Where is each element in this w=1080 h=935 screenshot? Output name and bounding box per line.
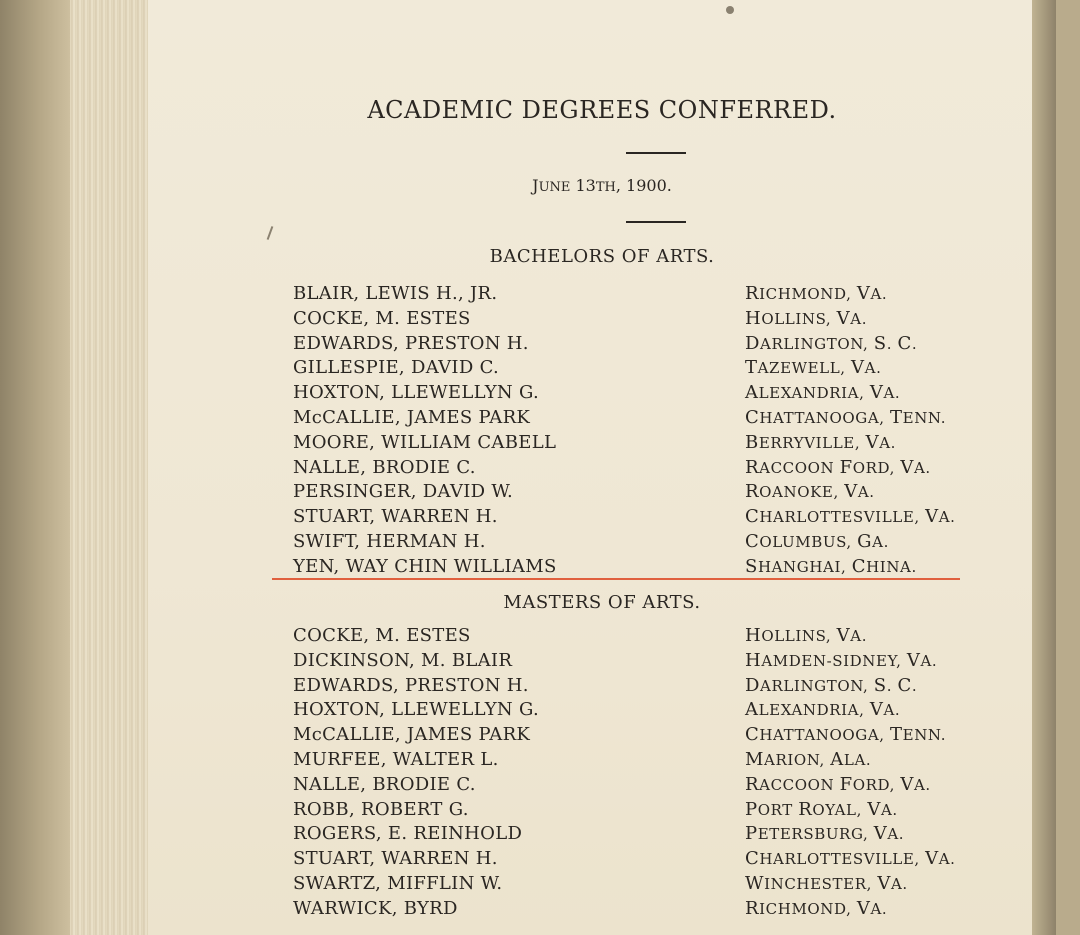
hometown: RACCOON FORD, VA. bbox=[745, 773, 931, 795]
hometown: TAZEWELL, VA. bbox=[745, 357, 882, 379]
hometown: ROANOKE, VA. bbox=[745, 481, 875, 503]
hometown: PETERSBURG, VA. bbox=[745, 823, 905, 845]
degree-entry bbox=[0, 283, 1080, 308]
hometown: RACCOON FORD, VA. bbox=[745, 456, 931, 478]
date-day-initial: 13 bbox=[575, 176, 596, 195]
degree-entry bbox=[0, 625, 1080, 650]
degree-entry bbox=[0, 457, 1080, 482]
degree-entry bbox=[0, 774, 1080, 799]
degree-entry bbox=[0, 333, 1080, 358]
degree-entry bbox=[0, 898, 1080, 923]
masters-list bbox=[0, 625, 1080, 923]
hometown: RICHMOND, VA. bbox=[745, 897, 888, 919]
degree-entry bbox=[0, 357, 1080, 382]
degree-entry bbox=[0, 432, 1080, 457]
graduate-name: ROGERS, E. REINHOLD bbox=[293, 823, 523, 845]
graduate-name: MOORE, WILLIAM CABELL bbox=[293, 431, 557, 453]
graduate-name: STUART, WARREN H. bbox=[293, 506, 498, 528]
hometown: HAMDEN-SIDNEY, VA. bbox=[745, 649, 938, 671]
graduate-name: YEN, WAY CHIN WILLIAMS bbox=[293, 555, 557, 577]
degree-entry bbox=[0, 848, 1080, 873]
graduate-name: ROBB, ROBERT G. bbox=[293, 798, 469, 820]
hometown: MARION, ALA. bbox=[745, 748, 872, 770]
title-divider bbox=[626, 152, 686, 154]
date-month-rest: UNE bbox=[538, 180, 571, 195]
degree-entry bbox=[0, 699, 1080, 724]
hometown: CHARLOTTESVILLE, VA. bbox=[745, 506, 956, 528]
graduate-name: HOXTON, LLEWELLYN G. bbox=[293, 699, 540, 721]
highlight-underline bbox=[272, 578, 960, 580]
degree-entry bbox=[0, 407, 1080, 432]
degree-entry bbox=[0, 506, 1080, 531]
page-title: ACADEMIC DEGREES CONFERRED. bbox=[367, 96, 837, 124]
date-day-rest: TH bbox=[595, 180, 616, 195]
graduate-name: PERSINGER, DAVID W. bbox=[293, 481, 514, 503]
hometown: ALEXANDRIA, VA. bbox=[745, 382, 901, 404]
graduate-name: BLAIR, LEWIS H., JR. bbox=[293, 283, 498, 304]
degree-entry bbox=[0, 749, 1080, 774]
graduate-name: GILLESPIE, DAVID C. bbox=[293, 357, 500, 379]
graduate-name: NALLE, BRODIE C. bbox=[293, 773, 476, 795]
graduate-name: COCKE, M. ESTES bbox=[293, 625, 471, 646]
degree-entry bbox=[0, 308, 1080, 333]
hometown: BERRYVILLE, VA. bbox=[745, 431, 897, 453]
bachelors-list bbox=[0, 283, 1080, 581]
graduate-name: SWARTZ, MIFFLIN W. bbox=[293, 872, 503, 894]
graduate-name: EDWARDS, PRESTON H. bbox=[293, 674, 529, 696]
hometown: RICHMOND, VA. bbox=[745, 283, 888, 304]
graduate-name: STUART, WARREN H. bbox=[293, 848, 498, 870]
graduate-name: SWIFT, HERMAN H. bbox=[293, 530, 486, 552]
graduate-name: McCALLIE, JAMES PARK bbox=[293, 406, 531, 428]
hometown: CHATTANOOGA, TENN. bbox=[745, 406, 947, 428]
hometown: SHANGHAI, CHINA. bbox=[745, 555, 917, 577]
graduate-name: WARWICK, BYRD bbox=[293, 897, 458, 919]
hometown: DARLINGTON, S. C. bbox=[745, 674, 918, 696]
graduate-name: McCALLIE, JAMES PARK bbox=[293, 724, 531, 746]
degree-entry bbox=[0, 481, 1080, 506]
degree-entry bbox=[0, 675, 1080, 700]
section-heading-bachelors: BACHELORS OF ARTS. bbox=[489, 246, 715, 267]
degree-entry bbox=[0, 799, 1080, 824]
hometown: PORT ROYAL, VA. bbox=[745, 798, 898, 820]
hometown: COLUMBUS, GA. bbox=[745, 530, 889, 552]
hometown: DARLINGTON, S. C. bbox=[745, 332, 918, 354]
graduate-name: COCKE, M. ESTES bbox=[293, 307, 471, 329]
hometown: CHATTANOOGA, TENN. bbox=[745, 724, 947, 746]
hometown: WINCHESTER, VA. bbox=[745, 872, 908, 894]
ceremony-date bbox=[148, 176, 1056, 195]
section-heading-masters: MASTERS OF ARTS. bbox=[503, 592, 701, 613]
graduate-name: HOXTON, LLEWELLYN G. bbox=[293, 382, 540, 404]
degree-entry bbox=[0, 556, 1080, 581]
degree-entry bbox=[0, 531, 1080, 556]
degree-entry bbox=[0, 382, 1080, 407]
graduate-name: DICKINSON, M. BLAIR bbox=[293, 649, 513, 671]
graduate-name: NALLE, BRODIE C. bbox=[293, 456, 476, 478]
hometown: CHARLOTTESVILLE, VA. bbox=[745, 848, 956, 870]
hometown: ALEXANDRIA, VA. bbox=[745, 699, 901, 721]
degree-entry bbox=[0, 650, 1080, 675]
date-divider bbox=[626, 221, 686, 223]
hometown: HOLLINS, VA. bbox=[745, 625, 868, 646]
degree-entry bbox=[0, 724, 1080, 749]
graduate-name: EDWARDS, PRESTON H. bbox=[293, 332, 529, 354]
degree-entry bbox=[0, 823, 1080, 848]
hometown: HOLLINS, VA. bbox=[745, 307, 868, 329]
graduate-name: MURFEE, WALTER L. bbox=[293, 748, 499, 770]
degree-entry bbox=[0, 873, 1080, 898]
date-month-initial: J bbox=[532, 176, 539, 195]
paper-speck bbox=[726, 6, 734, 14]
date-year: , 1900. bbox=[615, 176, 672, 195]
